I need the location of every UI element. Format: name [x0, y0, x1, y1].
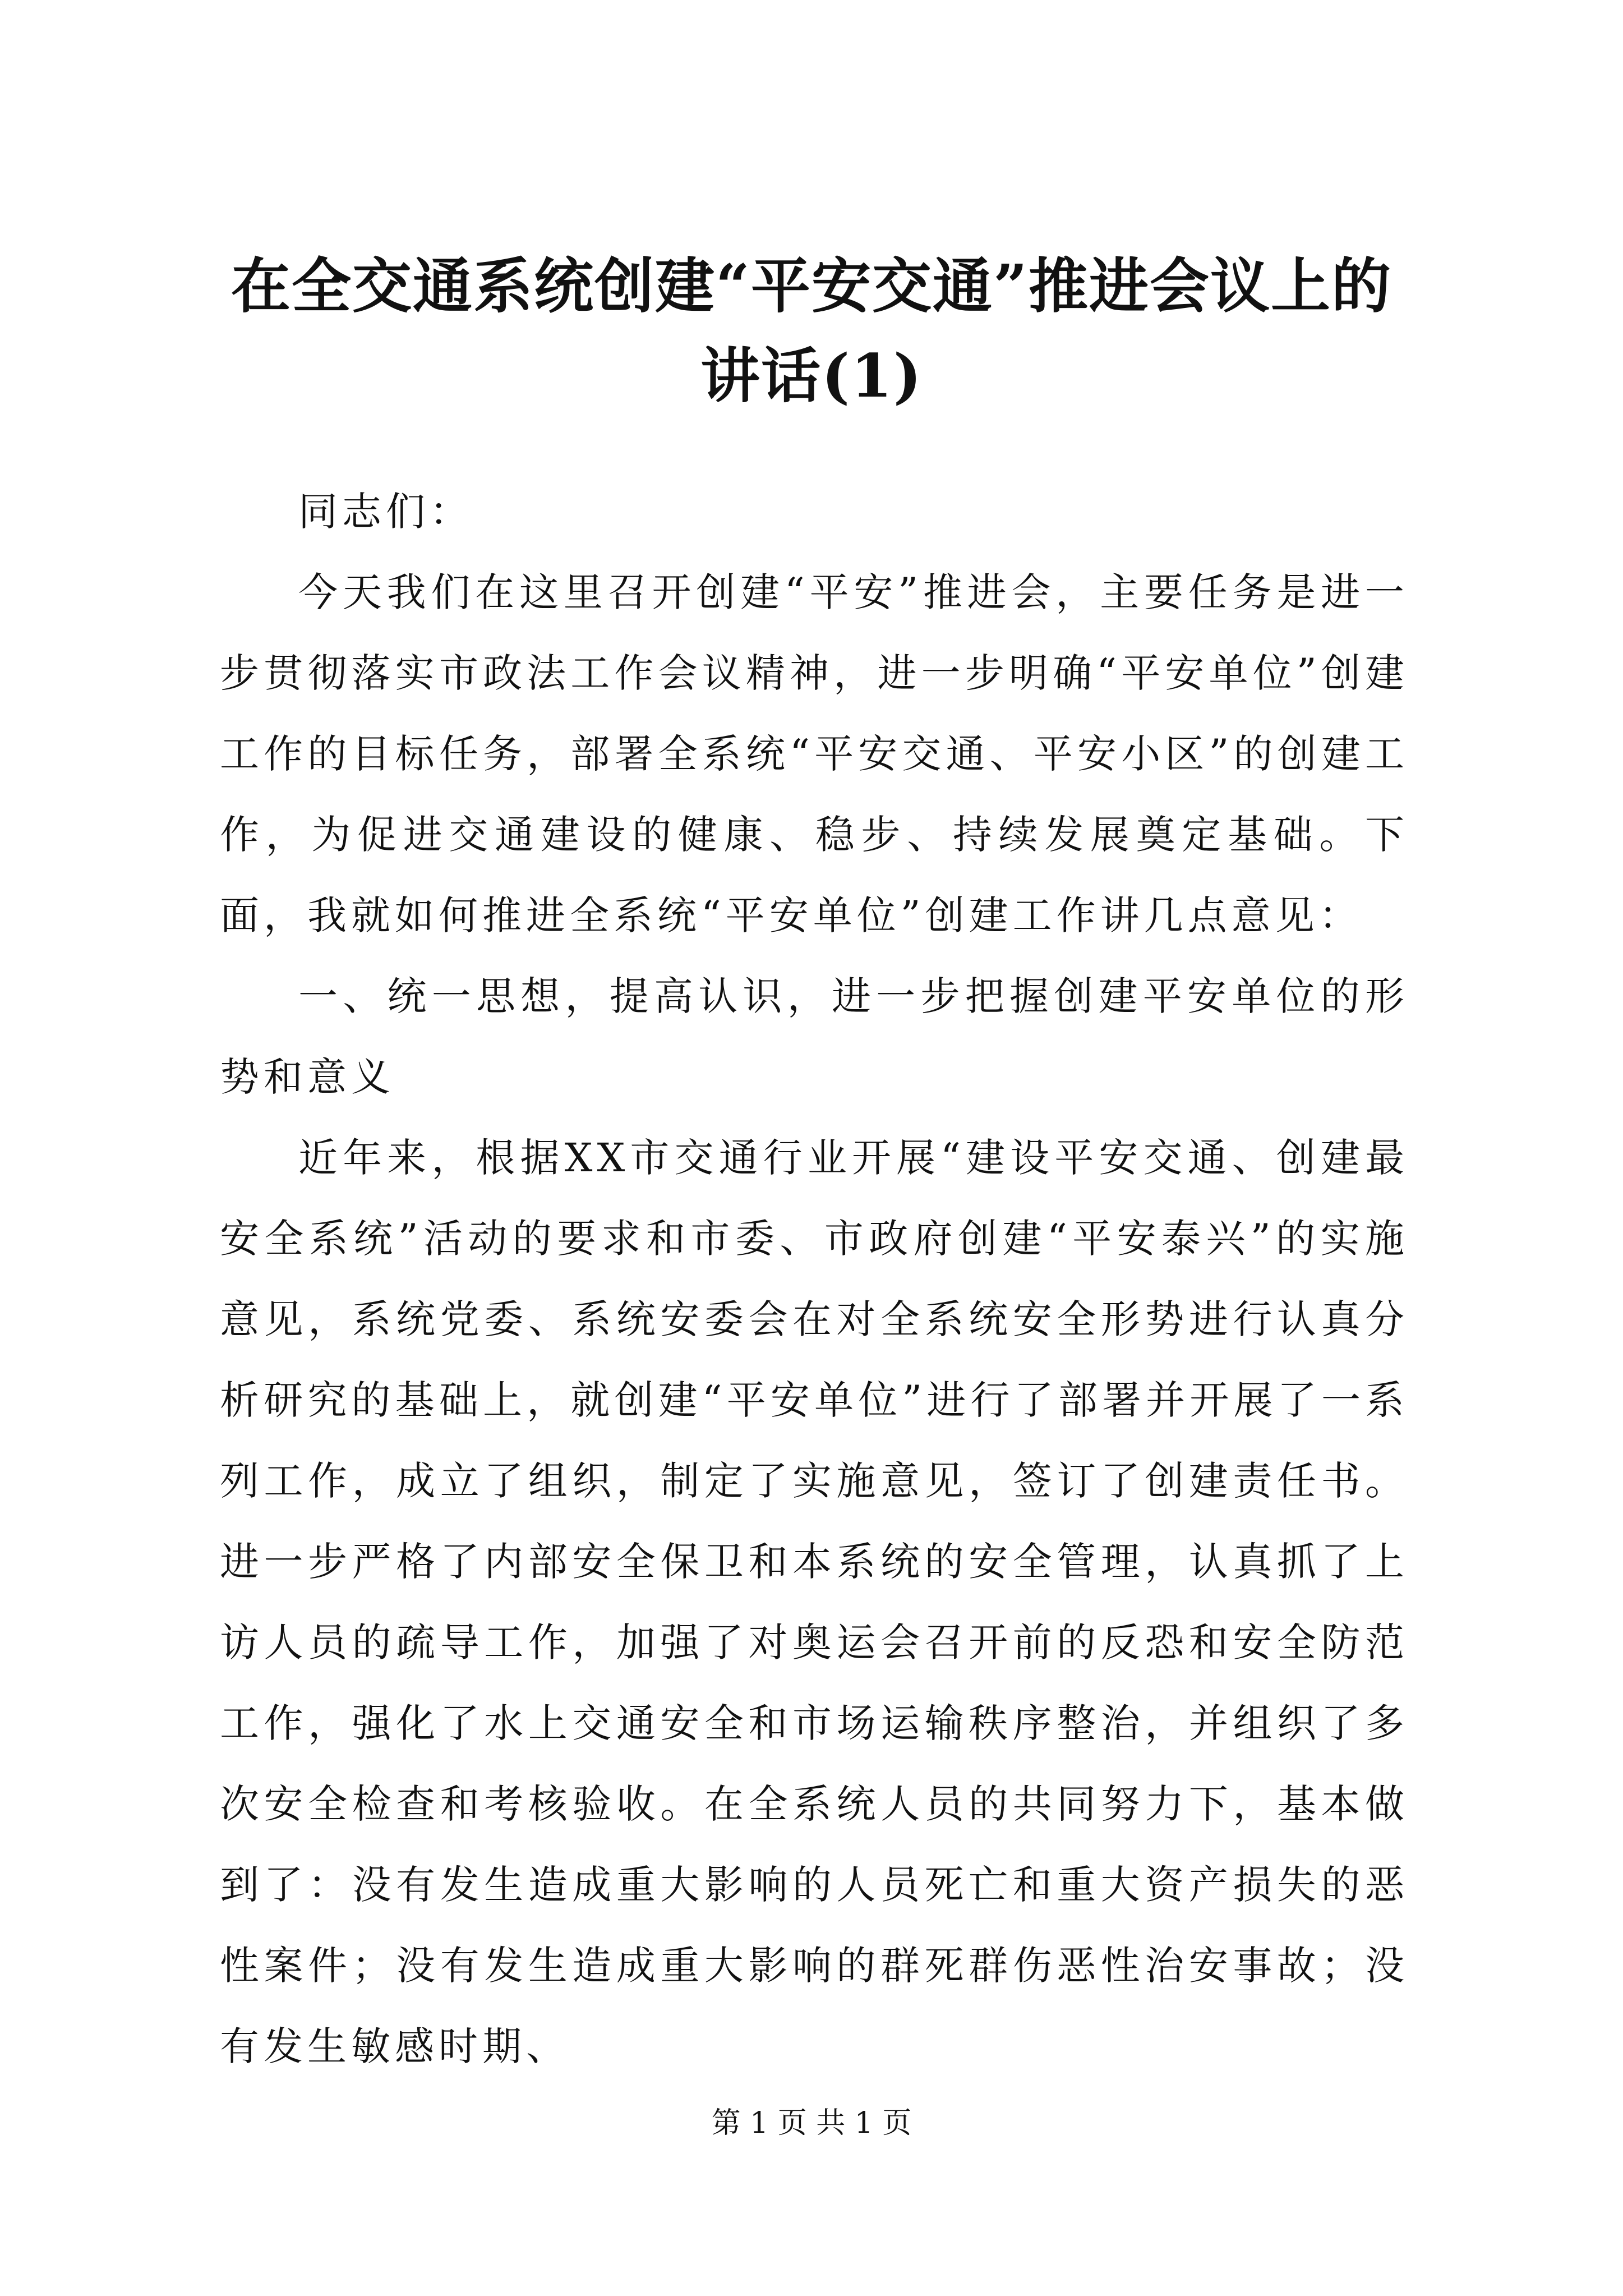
page-footer [0, 2104, 1623, 2143]
section-heading-1: 一、统一思想，提高认识，进一步把握创建平安单位的形势和意义 [220, 973, 1409, 1100]
page-number-text: 第 1 页 共 1 页 [711, 2106, 912, 2140]
document-body [220, 471, 1409, 2087]
salutation: 同志们： [298, 489, 473, 535]
paragraph-background: 近年来，根据XX市交通行业开展“建设平安交通、创建最安全系统”活动的要求和市委、市政府创建“平安泰兴”的实施意见，系统党委、系统安委会在对全系统安全形势进行认真分析研究的基础上，就创建“平安单位”进行了部署并开展了一系列工作，成立了组织，制定了实施意见，签订了创建责任书。进一步严格了内部安全保卫和本系统的安全管理，认真抓了上访人员的疏导工作，加强了对奥运会召开前的反恐和安全防范工作，强化了水上交通安全和市场运输秩序整治，并组织了多次安全检查和考核验收。在全系统人员的共同努力下，基本做到了：没有发生造成重大影响的人员死亡和重大资产损失的恶性案件；没有发生造成重大影响的群死群伤恶性治安事故；没有发生敏感时期、 [220, 1135, 1409, 2069]
title-line-2: 讲话(1) [700, 341, 923, 411]
title-line-1: 在全交通系统创建“平安交通”推进会议上的 [231, 251, 1392, 321]
document-title [213, 241, 1410, 421]
paragraph-intro: 今天我们在这里召开创建“平安”推进会，主要任务是进一步贯彻落实市政法工作会议精神，进一步明确“平安单位”创建工作的目标任务，部署全系统“平安交通、平安小区”的创建工作，为促进交通建设的健康、稳步、持续发展奠定基础。下面，我就如何推进全系统“平安单位”创建工作讲几点意见： [220, 569, 1409, 938]
